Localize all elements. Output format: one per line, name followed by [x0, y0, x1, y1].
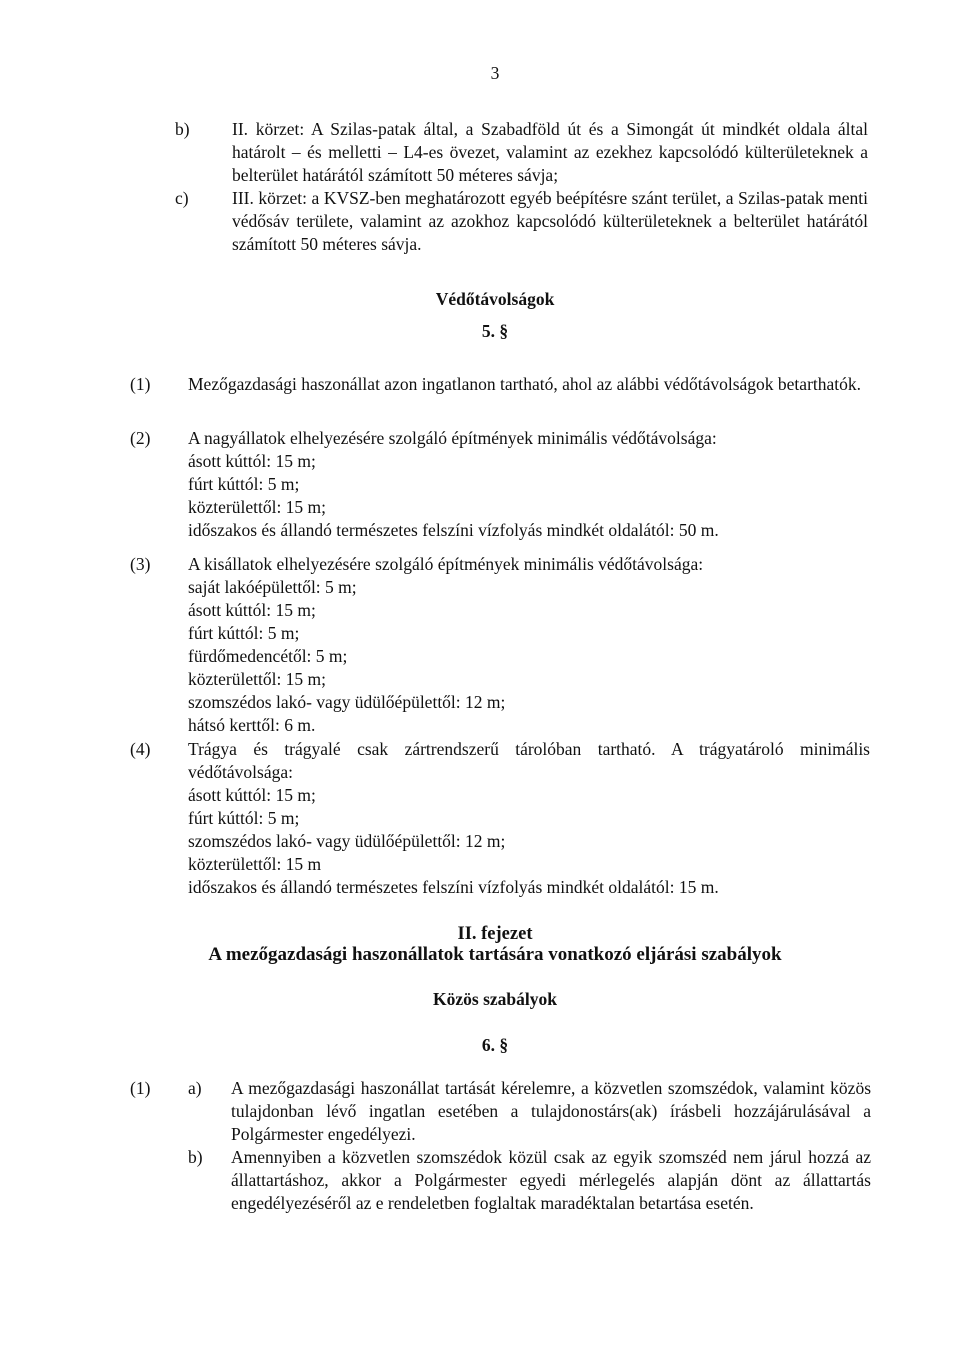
paragraph-line: ásott kúttól: 15 m;: [188, 451, 316, 471]
paragraph-line: fúrt kúttól: 5 m;: [188, 808, 300, 828]
subsection-paragraph-number: 6. §: [481, 1035, 509, 1055]
paragraph-line: fúrt kúttól: 5 m;: [188, 623, 300, 643]
paragraph-number: (3): [130, 554, 151, 574]
paragraph-line: közterülettől: 15 m;: [188, 669, 327, 689]
paragraph-line: fürdőmedencétől: 5 m;: [188, 646, 348, 666]
item-text: III. körzet: a KVSZ-ben meghatározott egyéb beépítésre szánt terület, a Szilas-patak menti védősáv területe, valamint az azokhoz kapcsolódó külterületeknek a belterület határától számított 50 méteres sávja.: [232, 188, 868, 254]
paragraph-line: fúrt kúttól: 5 m;: [188, 474, 300, 494]
item-text: II. körzet: A Szilas-patak által, a Szabadföld út és a Simongát út mindkét oldala által határolt – és melletti – L4-es övezet, valamint az ezekhez kapcsolódó külterületeknek a belterület határától számított 50 méteres sávja;: [232, 119, 868, 185]
paragraph-line: ásott kúttól: 15 m;: [188, 600, 316, 620]
section-title: Védőtávolságok: [435, 289, 555, 309]
paragraph-number: (4): [130, 739, 151, 759]
item-text: A mezőgazdasági haszonállat tartását kérelemre, a közvetlen szomszédok, valamint közös tulajdonban lévő ingatlan esetében a tulajdonostárs(ak) írásbeli hozzájárulásával a Polgármester engedélyezi.: [231, 1078, 871, 1144]
chapter-number: II. fejezet: [457, 924, 533, 944]
paragraph-line: A kisállatok elhelyezésére szolgáló építmények minimális védőtávolsága:: [188, 554, 704, 574]
paragraph-line: saját lakóépülettől: 5 m;: [188, 577, 357, 597]
paragraph-line: időszakos és állandó természetes felszíni vízfolyás mindkét oldalától: 15 m.: [188, 877, 719, 897]
item-label: b): [175, 119, 190, 139]
paragraph-line: szomszédos lakó- vagy üdülőépülettől: 12 m;: [188, 692, 506, 712]
subsection-title: Közös szabályok: [433, 989, 557, 1009]
paragraph-line: időszakos és állandó természetes felszíni vízfolyás mindkét oldalától: 50 m.: [188, 520, 719, 540]
item-label: b): [188, 1147, 203, 1167]
item-text: Amennyiben a közvetlen szomszédok közül csak az egyik szomszéd nem járul hozzá az állattartáshoz, akkor a Polgármester egyedi mérlegelés alapján dönt az állattartás engedélyezéséről az e rendeletben foglaltak maradéktalan betartása esetén.: [231, 1147, 871, 1213]
paragraph-number: (1): [130, 1078, 151, 1098]
paragraph-line: közterülettől: 15 m;: [188, 497, 327, 517]
paragraph-body: [188, 427, 870, 542]
paragraph-body: [188, 553, 870, 737]
section-paragraph-number: 5. §: [481, 321, 509, 341]
paragraph-text: Mezőgazdasági haszonállat azon ingatlanon tartható, ahol az alábbi védőtávolságok betarthatók.: [188, 374, 862, 394]
paragraph-line: szomszédos lakó- vagy üdülőépülettől: 12 m;: [188, 831, 506, 851]
page-number: 3: [490, 63, 500, 83]
paragraph-number: (1): [130, 374, 151, 394]
paragraph-line: közterülettől: 15 m: [188, 854, 322, 874]
chapter-title: A mezőgazdasági haszonállatok tartására vonatkozó eljárási szabályok: [208, 944, 782, 965]
paragraph-intro: Trágya és trágyalé csak zártrendszerű tárolóban tartható. A trágyatároló minimális védőtávolsága:: [188, 739, 870, 782]
paragraph-number: (2): [130, 428, 151, 448]
paragraph-line: A nagyállatok elhelyezésére szolgáló építmények minimális védőtávolsága:: [188, 428, 717, 448]
item-label: c): [175, 188, 189, 208]
paragraph-line: hátsó kerttől: 6 m.: [188, 715, 316, 735]
paragraph-body: [188, 738, 870, 899]
item-label: a): [188, 1078, 202, 1098]
paragraph-line: ásott kúttól: 15 m;: [188, 785, 316, 805]
